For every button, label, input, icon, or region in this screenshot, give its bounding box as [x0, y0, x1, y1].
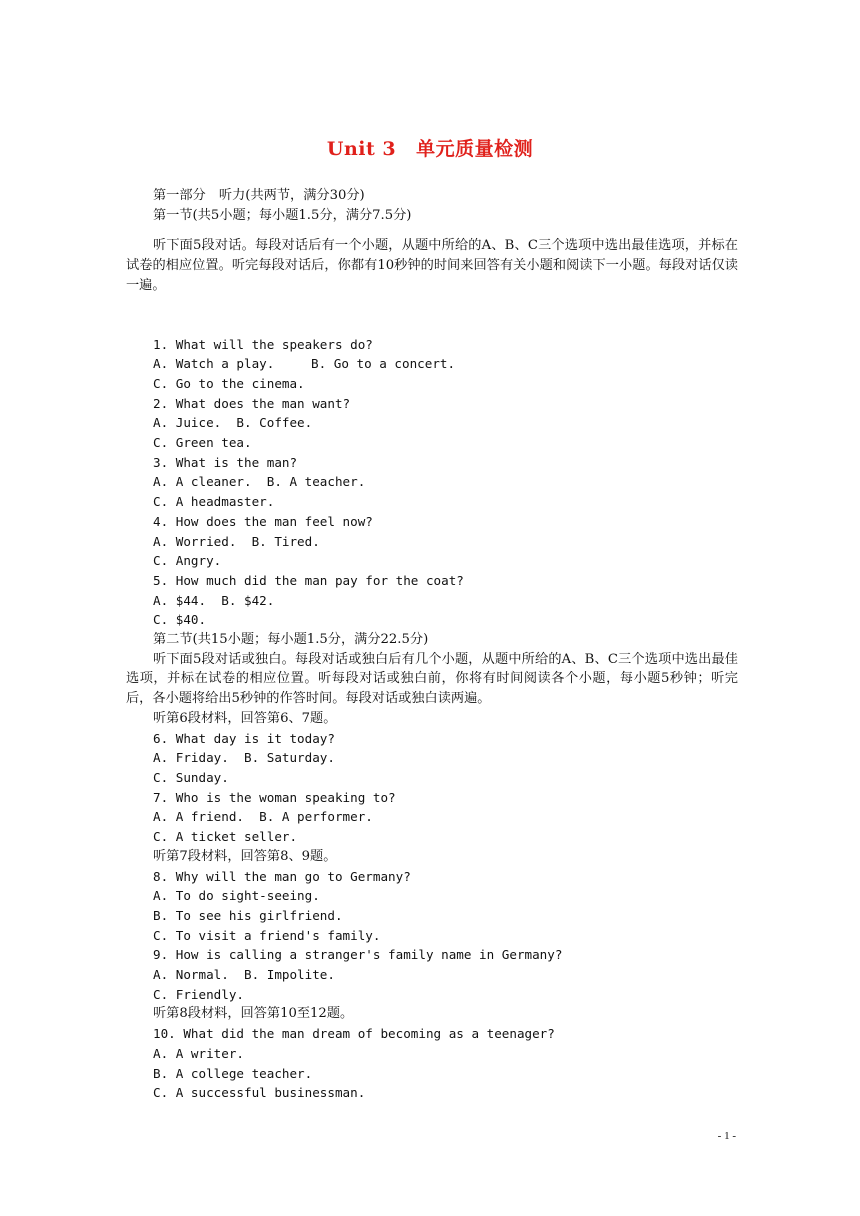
question-2: 2. What does the man want? [153, 395, 351, 411]
question-6-option-c: C. Sunday. [153, 769, 229, 785]
question-5-options-ab: A. $44. B. $42. [153, 592, 275, 608]
question-7: 7. Who is the woman speaking to? [153, 789, 396, 805]
question-4-option-c: C. Angry. [153, 553, 222, 569]
question-7-options-ab: A. A friend. B. A performer. [153, 809, 373, 825]
section2-instructions: 听下面5段对话或独白。每段对话或独白后有几个小题，从题中所给的A、B、C三个选项中选出最佳选项，并标在试卷的相应位置。听每段对话或独白前，你将有时间阅读各个小题，每小题5秒钟；听完后，各小题将给出5秒钟的作答时间。每段对话或独白读两遍。 [126, 651, 738, 707]
question-9-options-ab: A. Normal. B. Impolite. [153, 967, 335, 983]
question-8-option-a: A. To do sight-seeing. [153, 888, 320, 904]
section1-heading: 第一节(共5小题；每小题1.5分，满分7.5分) [153, 207, 412, 223]
page-title [0, 134, 860, 161]
material-8-note: 听第8段材料，回答第10至12题。 [153, 1006, 354, 1022]
question-2-option-c: C. Green tea. [153, 435, 252, 451]
question-8-option-c: C. To visit a friend's family. [153, 927, 381, 943]
question-10-option-b: B. A college teacher. [153, 1065, 313, 1081]
question-6: 6. What day is it today? [153, 730, 335, 746]
question-10-option-c: C. A successful businessman. [153, 1085, 366, 1101]
question-6-options-ab: A. Friday. B. Saturday. [153, 750, 335, 766]
question-1-options-ab [126, 354, 738, 374]
section1-instructions: 听下面5段对话。每段对话后有一个小题，从题中所给的A、B、C三个选项中选出最佳选项，并标在试卷的相应位置。听完每段对话后，你都有10秒钟的时间来回答有关小题和阅读下一小题。每段对话仅读一遍。 [126, 238, 738, 293]
question-3-option-c: C. A headmaster. [153, 494, 275, 510]
exam-content [126, 186, 738, 1103]
option-b: B. Go to a concert. [311, 356, 456, 372]
question-4: 4. How does the man feel now? [153, 513, 373, 529]
section2-heading: 第二节(共15小题；每小题1.5分，满分22.5分) [153, 632, 429, 648]
option-a: A. Watch a play. [153, 356, 275, 372]
question-9: 9. How is calling a stranger's family name in Germany? [153, 947, 563, 963]
material-7-note: 听第7段材料，回答第8、9题。 [153, 848, 337, 864]
test-name: 单元质量检测 [416, 138, 534, 160]
question-10-option-a: A. A writer. [153, 1045, 244, 1061]
question-3-options-ab: A. A cleaner. B. A teacher. [153, 474, 366, 490]
question-1-option-c: C. Go to the cinema. [153, 375, 305, 391]
page-number: - 1 - [717, 1130, 736, 1142]
question-3: 3. What is the man? [153, 454, 298, 470]
question-8: 8. Why will the man go to Germany? [153, 868, 411, 884]
question-7-option-c: C. A ticket seller. [153, 829, 298, 845]
question-2-options-ab: A. Juice. B. Coffee. [153, 415, 313, 431]
question-8-option-b: B. To see his girlfriend. [153, 907, 343, 923]
material-6-note: 听第6段材料，回答第6、7题。 [153, 710, 337, 726]
question-1: 1. What will the speakers do? [153, 336, 373, 352]
question-5-option-c: C. $40. [153, 612, 207, 628]
question-10: 10. What did the man dream of becoming as a teenager? [153, 1026, 555, 1042]
question-9-option-c: C. Friendly. [153, 986, 244, 1002]
question-4-options-ab: A. Worried. B. Tired. [153, 533, 320, 549]
part1-heading: 第一部分 听力(共两节，满分30分) [153, 188, 365, 203]
question-5: 5. How much did the man pay for the coat? [153, 572, 464, 588]
unit-label: Unit 3 [326, 138, 397, 160]
